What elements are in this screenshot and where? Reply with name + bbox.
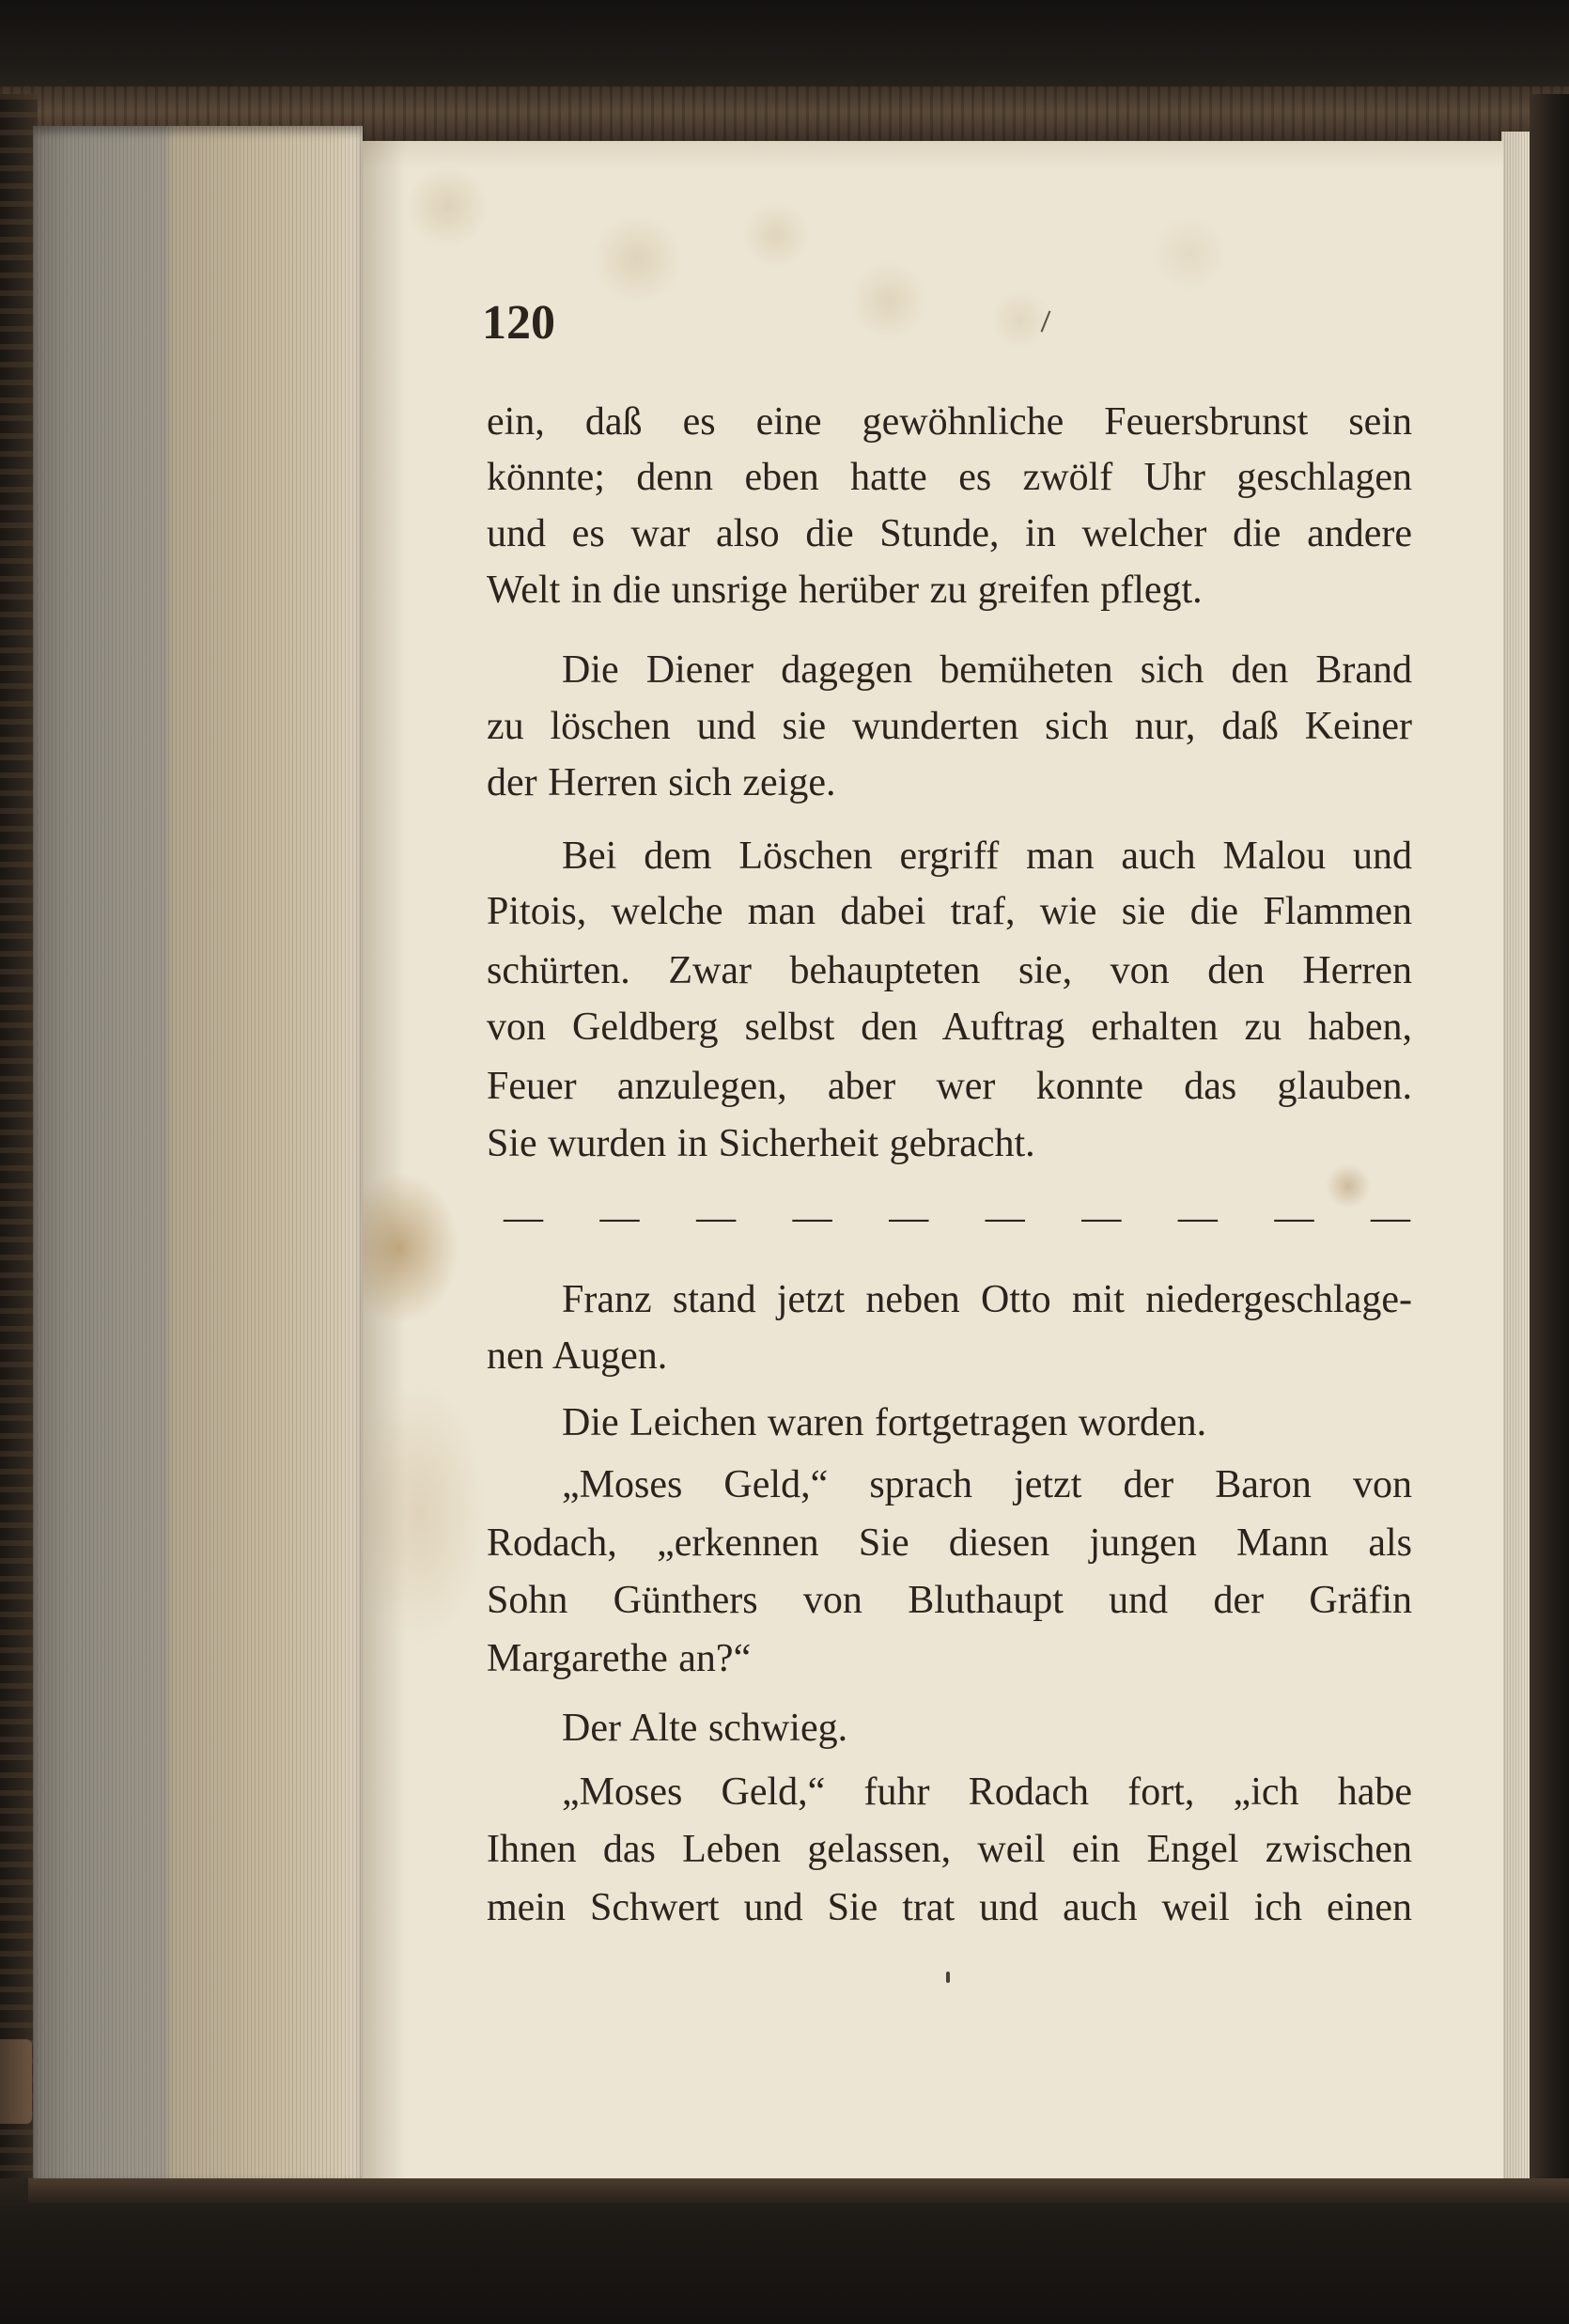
text-line: Der Alte schwieg.: [562, 1707, 848, 1750]
text-line: Sie wurden in Sicherheit gebracht.: [487, 1122, 1035, 1165]
text-line: Rodach, „erkennen Sie diesen jungen Mann als: [487, 1521, 1412, 1565]
text-line: könnte; denn eben hatte es zwölf Uhr geschlagen: [487, 456, 1412, 499]
text-line: Feuer anzulegen, aber wer konnte das glauben.: [487, 1065, 1412, 1108]
book-cover-bottom-edge: [28, 2178, 1569, 2203]
book-cover-left: [0, 94, 38, 2199]
text-line: Franz stand jetzt neben Otto mit niedergeschlage-: [562, 1278, 1412, 1321]
page-number: 120: [482, 296, 555, 350]
text-line: ein, daß es eine gewöhnliche Feuersbrunst sein: [487, 400, 1412, 444]
print-mark: [1041, 310, 1051, 332]
text-line: schürten. Zwar behaupteten sie, von den Herren: [487, 949, 1412, 992]
book-page: [363, 141, 1503, 2178]
print-mark-dot: [946, 1972, 950, 1983]
text-line: Die Leichen waren fortgetragen worden.: [562, 1401, 1207, 1444]
text-line: „Moses Geld,“ sprach jetzt der Baron von: [562, 1463, 1412, 1506]
section-separator: — — — — — — — — — —: [504, 1196, 1410, 1240]
page-stack-edge: [33, 126, 363, 2178]
text-line: der Herren sich zeige.: [487, 761, 836, 804]
text-line: Margarethe an?“: [487, 1637, 752, 1680]
text-line: Pitois, welche man dabei traf, wie sie die Flammen: [487, 890, 1412, 933]
book-cover-right: [1530, 94, 1569, 2199]
text-line: Sohn Günthers von Bluthaupt und der Gräfin: [487, 1579, 1412, 1622]
text-line: Die Diener dagegen bemüheten sich den Brand: [562, 648, 1412, 692]
text-line: mein Schwert und Sie trat und auch weil ich einen: [487, 1886, 1412, 1929]
dark-background: [0, 0, 1569, 94]
text-line: Ihnen das Leben gelassen, weil ein Engel zwischen: [487, 1828, 1412, 1871]
leather-patch: [0, 2039, 32, 2124]
page-edges-right: [1501, 132, 1530, 2180]
text-line: nen Augen.: [487, 1334, 668, 1378]
text-line: „Moses Geld,“ fuhr Rodach fort, „ich habe: [562, 1770, 1412, 1814]
text-line: zu löschen und sie wunderten sich nur, daß Keiner: [487, 705, 1412, 748]
text-line: von Geldberg selbst den Auftrag erhalten zu haben,: [487, 1006, 1412, 1049]
text-line: Welt in die unsrige herüber zu greifen pflegt.: [487, 569, 1203, 612]
text-line: Bei dem Löschen ergriff man auch Malou und: [562, 834, 1412, 878]
text-line: und es war also die Stunde, in welcher die andere: [487, 512, 1412, 555]
